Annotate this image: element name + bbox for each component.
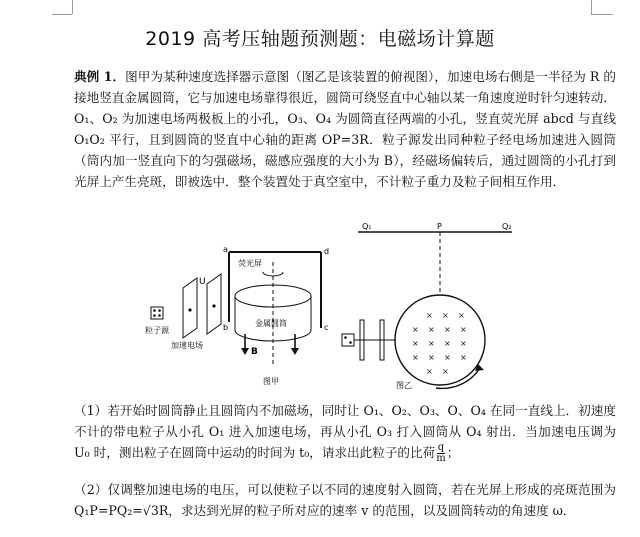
svg-text:×: × bbox=[428, 339, 435, 348]
example-paragraph bbox=[74, 66, 616, 192]
question-1: （1）若开始时圆筒静止且圆筒内不加磁场，同时让 O₁、O₂、O₃、O、O₄ 在同一直线上．初速度不计的带电粒子从小孔 O₁ 进入加速电场，再从小孔 O₃ 打入圆筒从 O₄ 射出．当加速电压调为 U₀ 时，测出粒子在圆筒中运动的时间为 t₀，请求出此粒子的比荷 $\frac{q}{m}$ ； bbox=[74, 403, 616, 464]
page-title: 2019 高考压轴题预测题：电磁场计算题 bbox=[145, 28, 495, 50]
cylinder-top-view bbox=[395, 295, 485, 385]
label-c: c bbox=[324, 323, 329, 332]
svg-text:×: × bbox=[460, 339, 467, 348]
example-text: 图甲为某种速度选择器示意图（图乙是该装置的俯视图），加速电场右侧是一半径为 R 的接地竖直金属圆筒，它与加速电场靠得很近，圆筒可绕竖直中心轴以某一角速度逆时针匀速转动．O₁、O₂ 为加速电场两极板上的小孔，O₃、O₄ 为圆筒直径两端的小孔，竖直荧光屏 abcd 与直线 O₁O₂ 平行，且到圆筒的竖直中心轴的距离 OP=3R．粒子源发出同种粒子经电场加速进入圆筒（筒内加一竖直向下的匀强磁场，磁感应强度的大小为 B），经磁场偏转后，通过圆筒的小孔打到光屏上产生亮斑，即被选中．整个装置处于真空室中，不计粒子重力及粒子间相互作用． bbox=[74, 69, 616, 189]
label-u: U bbox=[199, 277, 206, 287]
svg-text:×: × bbox=[426, 311, 433, 320]
label-cylinder: 金属圆筒 bbox=[255, 319, 287, 328]
label-b-corner: b bbox=[223, 323, 229, 332]
svg-text:×: × bbox=[428, 325, 435, 334]
svg-text:×: × bbox=[444, 339, 451, 348]
svg-text:×: × bbox=[444, 325, 451, 334]
svg-text:×: × bbox=[426, 367, 433, 376]
label-q2: Q₂ bbox=[502, 222, 512, 231]
particle-source-box bbox=[151, 307, 163, 319]
label-b: B bbox=[251, 347, 258, 357]
crop-mark-top-left-h bbox=[52, 14, 72, 15]
svg-text:×: × bbox=[444, 353, 451, 362]
svg-text:×: × bbox=[460, 353, 467, 362]
figure-b bbox=[340, 218, 520, 398]
svg-text:×: × bbox=[458, 311, 465, 320]
svg-text:×: × bbox=[412, 339, 419, 348]
plate-left bbox=[183, 278, 197, 338]
svg-text:×: × bbox=[442, 311, 449, 320]
crop-mark-top-left-v bbox=[72, 0, 73, 14]
label-screen: 荧光屏 bbox=[238, 259, 262, 268]
example-label: 典例 1． bbox=[74, 69, 126, 84]
crop-mark-top-right-h bbox=[591, 14, 613, 15]
label-a: a bbox=[223, 245, 228, 254]
svg-text:×: × bbox=[442, 367, 449, 376]
label-source: 粒子源 bbox=[145, 326, 169, 335]
svg-text:×: × bbox=[428, 353, 435, 362]
label-field: 加速电场 bbox=[171, 341, 203, 350]
cylinder-top bbox=[235, 285, 311, 307]
plate-right bbox=[207, 274, 221, 334]
figure-b-caption: 图乙 bbox=[396, 381, 412, 390]
svg-text:×: × bbox=[412, 325, 419, 334]
label-q1: Q₁ bbox=[362, 222, 372, 231]
svg-text:×: × bbox=[412, 353, 419, 362]
question-2: （2）仅调整加速电场的电压，可以使粒子以不同的速度射入圆筒，若在光屏上形成的亮斑范围为 Q₁P=PQ₂=√3R，求达到光屏的粒子所对应的速率 v 的范围，以及圆筒转动的角速度 ω． bbox=[74, 482, 616, 518]
fraction-q-over-m: $\frac{q}{m}$ bbox=[436, 442, 446, 464]
crop-mark-top-right-v bbox=[591, 0, 592, 14]
question-1-text: （1）若开始时圆筒静止且圆筒内不加磁场，同时让 O₁、O₂、O₃、O、O₄ 在同一直线上．初速度不计的带电粒子从小孔 O₁ 进入加速电场，再从小孔 O₃ 打入圆筒从 O₄ 射出．当加速电压调为 U₀ 时，测出粒子在圆筒中运动的时间为 t₀，请求出此粒子的比荷 bbox=[74, 403, 616, 460]
label-d: d bbox=[324, 247, 330, 256]
figure-a-caption: 图甲 bbox=[263, 377, 279, 386]
figure-a bbox=[145, 244, 350, 389]
svg-text:×: × bbox=[460, 325, 467, 334]
label-p: P bbox=[437, 222, 442, 231]
